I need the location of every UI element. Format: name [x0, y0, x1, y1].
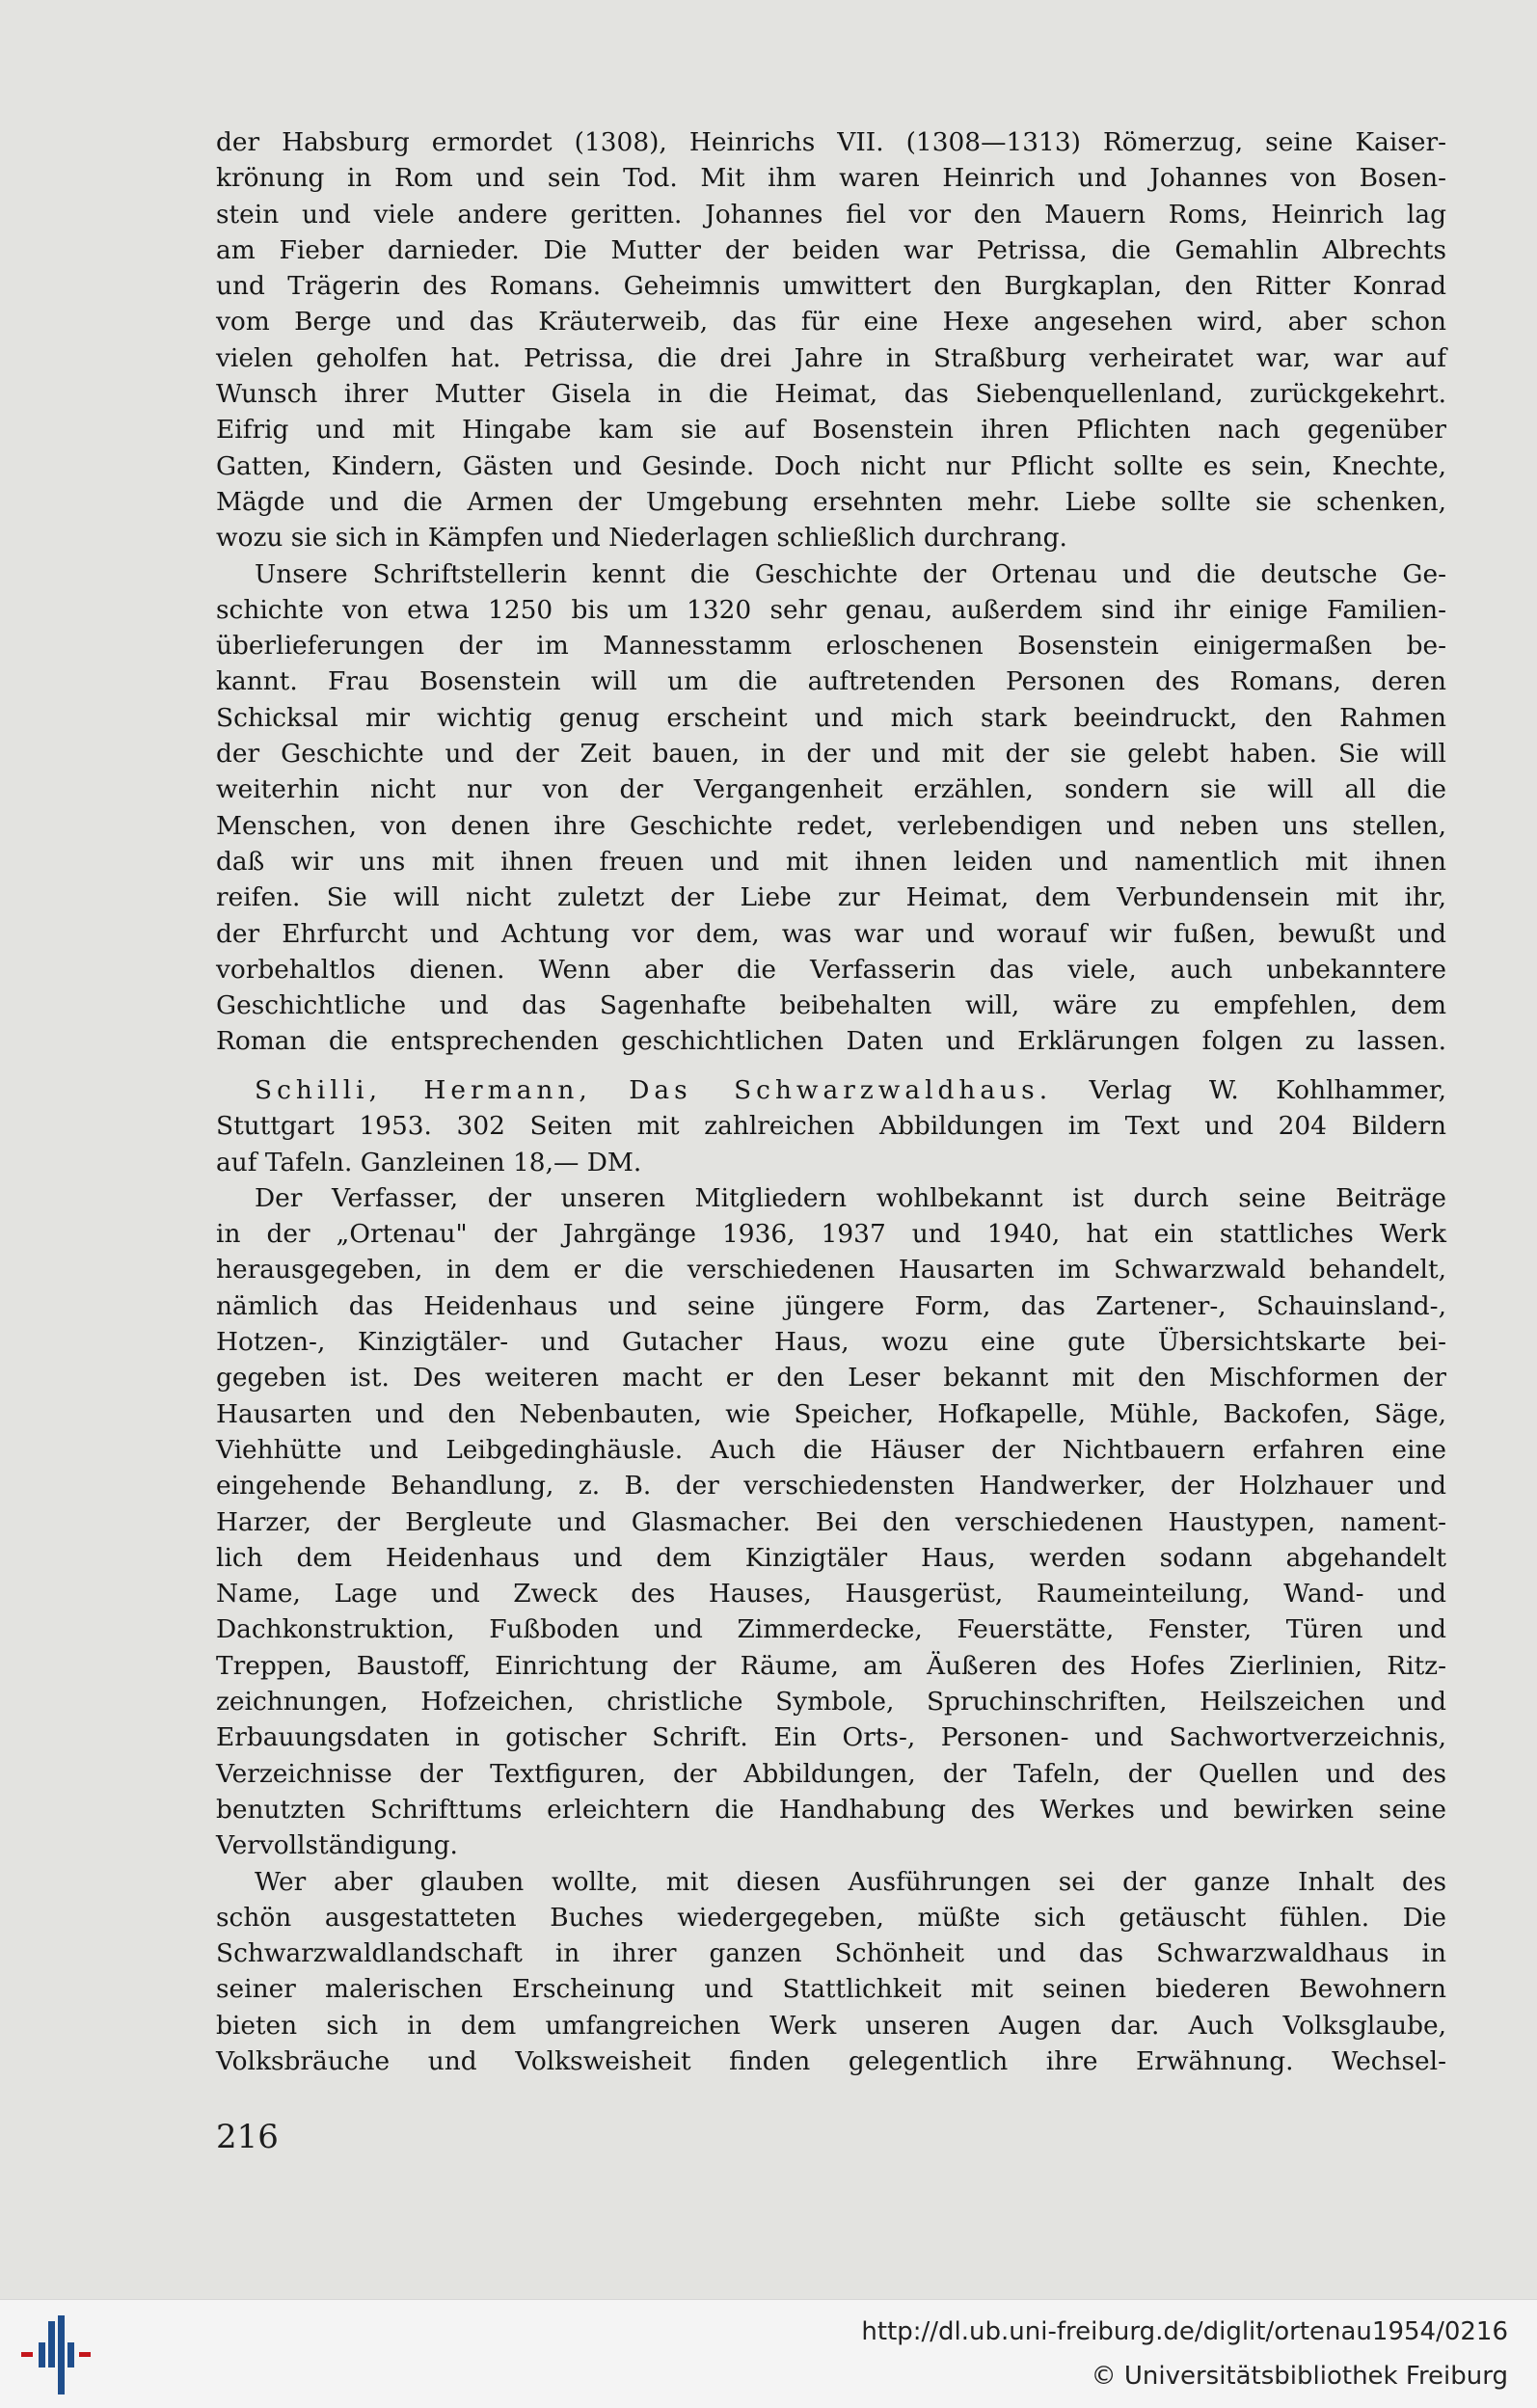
- footer-bar: [0, 2299, 1537, 2408]
- text-line: Unsere Schriftstellerin kennt die Geschichte der Ortenau und die deutsche Ge-: [255, 558, 1446, 589]
- text-line: stein und viele andere geritten. Johannes fiel vor den Mauern Roms, Heinrich lag: [216, 199, 1446, 230]
- text-line: Stuttgart 1953. 302 Seiten mit zahlreichen Abbildungen im Text und 204 Bildern: [216, 1111, 1446, 1142]
- text-line: Schwarzwaldlandschaft in ihrer ganzen Schönheit und das Schwarzwaldhaus in: [216, 1938, 1446, 1969]
- text-line: Schicksal mir wichtig genug erscheint und mich stark beeindruckt, den Rahmen: [216, 702, 1446, 733]
- text-line: Vervollständigung.: [216, 1830, 458, 1861]
- text-line: Eifrig und mit Hingabe kam sie auf Bosenstein ihren Pflichten nach gegenüber: [216, 415, 1446, 446]
- text-line: der Habsburg ermordet (1308), Heinrichs VII. (1308—1313) Römerzug, seine Kaiser-: [216, 127, 1446, 157]
- footer-copyright: © Universitätsbibliothek Freiburg: [1091, 2362, 1508, 2391]
- text-block-upper: [216, 124, 1446, 1060]
- text-line: Geschichtliche und das Sagenhafte beibehalten will, wäre zu empfehlen, dem: [216, 990, 1446, 1021]
- text-line: schön ausgestatteten Buches wiedergegeben, müßte sich getäuscht fühlen. Die: [216, 1902, 1446, 1933]
- ub-freiburg-logo-icon: [19, 2313, 96, 2396]
- text-line: Roman die entsprechenden geschichtlichen Daten und Erklärungen folgen zu lassen.: [216, 1026, 1446, 1057]
- text-line: der Geschichte und der Zeit bauen, in der und mit der sie gelebt haben. Sie will: [216, 739, 1446, 770]
- text-line: nämlich das Heidenhaus und seine jüngere Form, das Zartener-, Schauinsland-,: [216, 1290, 1446, 1321]
- text-line: Volksbräuche und Volksweisheit finden gelegentlich ihre Erwähnung. Wechsel-: [216, 2046, 1446, 2077]
- text-line: Harzer, der Bergleute und Glasmacher. Bei den verschiedenen Haustypen, nament-: [216, 1506, 1446, 1537]
- text-line: zeichnungen, Hofzeichen, christliche Symbole, Spruchinschriften, Heilszeichen und: [216, 1687, 1446, 1718]
- text-line: Treppen, Baustoff, Einrichtung der Räume, am Äußeren des Hofes Zierlinien, Ritz-: [216, 1650, 1446, 1681]
- text-line: vom Berge und das Kräuterweib, das für eine Hexe angesehen wird, aber schon: [216, 307, 1446, 338]
- text-line: der Ehrfurcht und Achtung vor dem, was war und worauf wir fußen, bewußt und: [216, 918, 1446, 949]
- review-publisher: Verlag W. Kohlhammer,: [1052, 1075, 1447, 1105]
- text-line: gegeben ist. Des weiteren macht er den Leser bekannt mit den Mischformen der: [216, 1363, 1446, 1393]
- text-line: kannt. Frau Bosenstein will um die auftretenden Personen des Romans, deren: [216, 666, 1446, 697]
- text-line: auf Tafeln. Ganzleinen 18,— DM.: [216, 1147, 642, 1177]
- page-number: 216: [216, 2118, 279, 2156]
- footer-url-link[interactable]: http://dl.ub.uni-freiburg.de/diglit/ortenau1954/0216: [861, 2317, 1508, 2346]
- text-line: Der Verfasser, der unseren Mitgliedern wohlbekannt ist durch seine Beiträge: [255, 1182, 1446, 1213]
- text-line: schichte von etwa 1250 bis um 1320 sehr genau, außerdem sind ihr einige Familien-: [216, 594, 1446, 625]
- text-line: vorbehaltlos dienen. Wenn aber die Verfasserin das viele, auch unbekanntere: [216, 954, 1446, 985]
- text-line: Viehhütte und Leibgedinghäusle. Auch die Häuser der Nichtbauern erfahren eine: [216, 1434, 1446, 1465]
- text-line: eingehende Behandlung, z. B. der verschiedensten Handwerker, der Holzhauer und: [216, 1471, 1446, 1502]
- review-title: Das Schwarzwaldhaus.: [629, 1075, 1053, 1105]
- text-line: reifen. Sie will nicht zuletzt der Liebe zur Heimat, dem Verbundensein mit ihr,: [216, 882, 1446, 913]
- text-line: und Trägerin des Romans. Geheimnis umwittert den Burgkaplan, den Ritter Konrad: [216, 271, 1446, 302]
- text-line: krönung in Rom und sein Tod. Mit ihm waren Heinrich und Johannes von Bosen-: [216, 163, 1446, 194]
- text-line: wozu sie sich in Kämpfen und Niederlagen schließlich durchrang.: [216, 523, 1067, 554]
- text-line: Hausarten und den Nebenbauten, wie Speicher, Hofkapelle, Mühle, Backofen, Säge,: [216, 1398, 1446, 1429]
- review-author: Schilli, Hermann,: [255, 1075, 592, 1105]
- text-line: bieten sich in dem umfangreichen Werk unseren Augen dar. Auch Volksglaube,: [216, 2010, 1446, 2041]
- text-line: lich dem Heidenhaus und dem Kinzigtäler Haus, werden sodann abgehandelt: [216, 1542, 1446, 1573]
- review-heading-line: [216, 1072, 1446, 1108]
- text-line: seiner malerischen Erscheinung und Stattlichkeit mit seinen biederen Bewohnern: [216, 1974, 1446, 2005]
- text-line: vielen geholfen hat. Petrissa, die drei Jahre in Straßburg verheiratet war, war auf: [216, 342, 1446, 373]
- text-line: weiterhin nicht nur von der Vergangenheit erzählen, sondern sie will all die: [216, 774, 1446, 805]
- text-line: überlieferungen der im Mannesstamm erloschenen Bosenstein einigermaßen be-: [216, 631, 1446, 662]
- text-line: Name, Lage und Zweck des Hauses, Hausgerüst, Raumeinteilung, Wand- und: [216, 1579, 1446, 1610]
- text-line: Erbauungsdaten in gotischer Schrift. Ein Orts-, Personen- und Sachwortverzeichnis,: [216, 1722, 1446, 1753]
- text-line: Mägde und die Armen der Umgebung ersehnten mehr. Liebe sollte sie schenken,: [216, 486, 1446, 517]
- text-line: Dachkonstruktion, Fußboden und Zimmerdecke, Feuerstätte, Fenster, Türen und: [216, 1614, 1446, 1645]
- text-line: benutzten Schrifttums erleichtern die Handhabung des Werkes und bewirken seine: [216, 1794, 1446, 1825]
- text-line: daß wir uns mit ihnen freuen und mit ihnen leiden und namentlich mit ihnen: [216, 846, 1446, 877]
- text-line: herausgegeben, in dem er die verschiedenen Hausarten im Schwarzwald behandelt,: [216, 1255, 1446, 1285]
- text-line: Wunsch ihrer Mutter Gisela in die Heimat, das Siebenquellenland, zurückgekehrt.: [216, 379, 1446, 410]
- text-line: am Fieber darnieder. Die Mutter der beiden war Petrissa, die Gemahlin Albrechts: [216, 234, 1446, 265]
- text-block-review: [216, 1072, 1446, 2079]
- text-line: Gatten, Kindern, Gästen und Gesinde. Doch nicht nur Pflicht sollte es sein, Knechte,: [216, 450, 1446, 481]
- text-line: Hotzen-, Kinzigtäler- und Gutacher Haus, wozu eine gute Übersichtskarte bei-: [216, 1327, 1446, 1358]
- text-line: Verzeichnisse der Textfiguren, der Abbildungen, der Tafeln, der Quellen und des: [216, 1758, 1446, 1789]
- text-line: in der „Ortenau" der Jahrgänge 1936, 1937 und 1940, hat ein stattliches Werk: [216, 1219, 1446, 1250]
- text-line: Menschen, von denen ihre Geschichte redet, verlebendigen und neben uns stellen,: [216, 810, 1446, 841]
- text-line: Wer aber glauben wollte, mit diesen Ausführungen sei der ganze Inhalt des: [255, 1866, 1446, 1897]
